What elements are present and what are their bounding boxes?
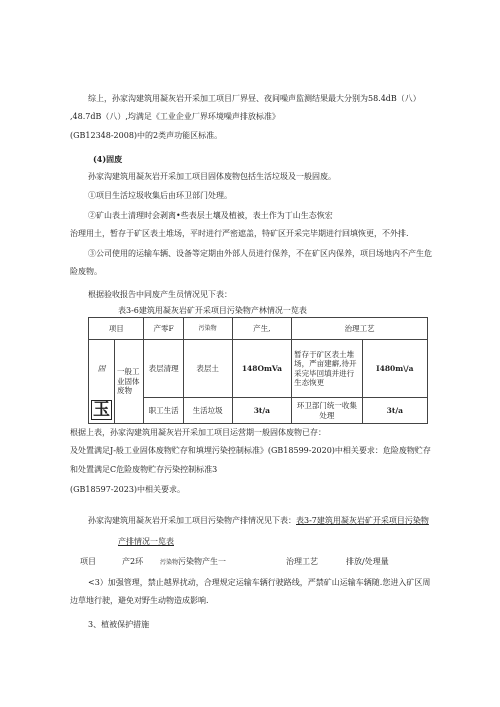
solid-waste-item-1: ①项目生活垃圾收集后由环卫部门处理。 [88,191,232,200]
post-table-line-4: (GB18597-2023)中相关要求。 [70,485,186,494]
stage-cell: 表层清理 [144,340,183,398]
table-3-7-caption-cont: 产排情况一览表 [118,537,174,546]
ecology-measure-line-1: <3）加强管理，禁止越界扰动，合理规定运输车辆行驶路线，严禁矿山运输车辆随.您进入矿区周 [88,578,431,587]
category-cell: 一般工业固体废物 [115,340,144,424]
table-caption: 表3-6建筑用凝灰岩矿开采项目污染物产林情况一览表 [118,306,307,315]
disposal-cell: 3t/a [362,398,427,424]
side-glyph: 固 [89,340,115,398]
process-cell: 暂存于矿区表土堆场，严亩建癖,待开采完毕回填并进行生态恢更 [292,340,362,398]
section-heading-solid-waste: (4)固废 [93,154,123,164]
post-table-line-2: 及处置满足J-般工业固体废物贮存和填埋污染控制标准》(GB18599-2020)中相关要求：危险废物贮存 [70,446,431,455]
table-row [89,340,428,398]
section-heading-vegetation: 3、植被保护措施 [88,620,150,629]
solid-waste-item-2-line-2: 治理用土，暂存于矿区表土堆场，平时进行严密遮盖，特矿区开采完毕期进行回填恢更，不外排. [70,229,409,238]
amount-cell: 3t/a [232,398,292,424]
pollutant-cell: 生活垃圾 [183,398,232,424]
side-glyph-box: 玉 [93,400,110,421]
amount-cell: 148OmVa [232,340,292,398]
noise-summary-line-2: ,48.7dB（八）,均满足《工业企业厂界环境噪声排放标准》 [70,112,280,121]
header-stage: 产零F [144,318,183,340]
solid-waste-item-3-line-1: ③公司使用的运输车辆、设备等定期由外部人员进行保养，不在矿区内保养，项目场地内不产生危 [88,249,432,258]
table-intro: 根据验收报告中同废产生员情况见下表： [88,290,232,299]
solid-waste-intro: 孙家沟建筑用凝灰岩开采加工项目固体废物包括生活垃圾及一般固废。 [88,172,336,181]
table-header-row [89,318,428,340]
stage-cell: 职工生活 [144,398,183,424]
header-process: 治理工艺 [292,318,428,340]
solid-waste-table [88,317,428,424]
emission-summary-line-1 [88,515,429,526]
header-item: 项目 [89,318,144,340]
process-cell: 环卫部门统一收集处理 [292,398,362,424]
table2-header-stage: 产2环 [122,557,144,566]
table2-header-process: 治理工艺 [286,557,318,566]
emission-summary-text: 孙家沟建筑用凝灰岩开采加工项目污染物产排情况见下表： [88,516,296,525]
solid-waste-item-3-line-2: 险废物。 [70,267,102,276]
noise-summary-line-3: (GB12348-2008)中的2类声功能区标准。 [70,131,223,140]
table-3-7-caption: 表3-7建筑用凝灰岩矿开采项目污染物 [296,516,429,525]
post-table-line-1: 根据上表，孙家沟建筑用凝灰岩开采加工项目运营期一般固体废物已存： [70,428,326,437]
table2-header-pollutant: 污染物污染物产生一 [160,557,227,566]
solid-waste-item-2-line-1: ②矿山表土清理时会剥离•些表层土壤及植被，表土作为丁山生态恢宏 [88,211,333,220]
table2-header-discharge: 排放/处理量 [346,557,389,566]
table2-header-item: 项目 [80,557,96,566]
header-amount: 产生, [232,318,292,340]
header-pollutant: 污染物 [183,318,232,340]
ecology-measure-line-2: 边草地行驶，避免对野生动物造成影响. [70,596,209,605]
pollutant-cell: 表层土 [183,340,232,398]
noise-summary-line-1: 综上，孙家沟建筑用凝灰岩开采加工项目厂界昼、夜间噪声监测结果最大分别为58.4dB（八） [88,94,421,103]
disposal-cell: I480m\/a [362,340,427,398]
post-table-line-3: 和处置满足C危险废物贮存污染控制标准3 [70,465,218,474]
